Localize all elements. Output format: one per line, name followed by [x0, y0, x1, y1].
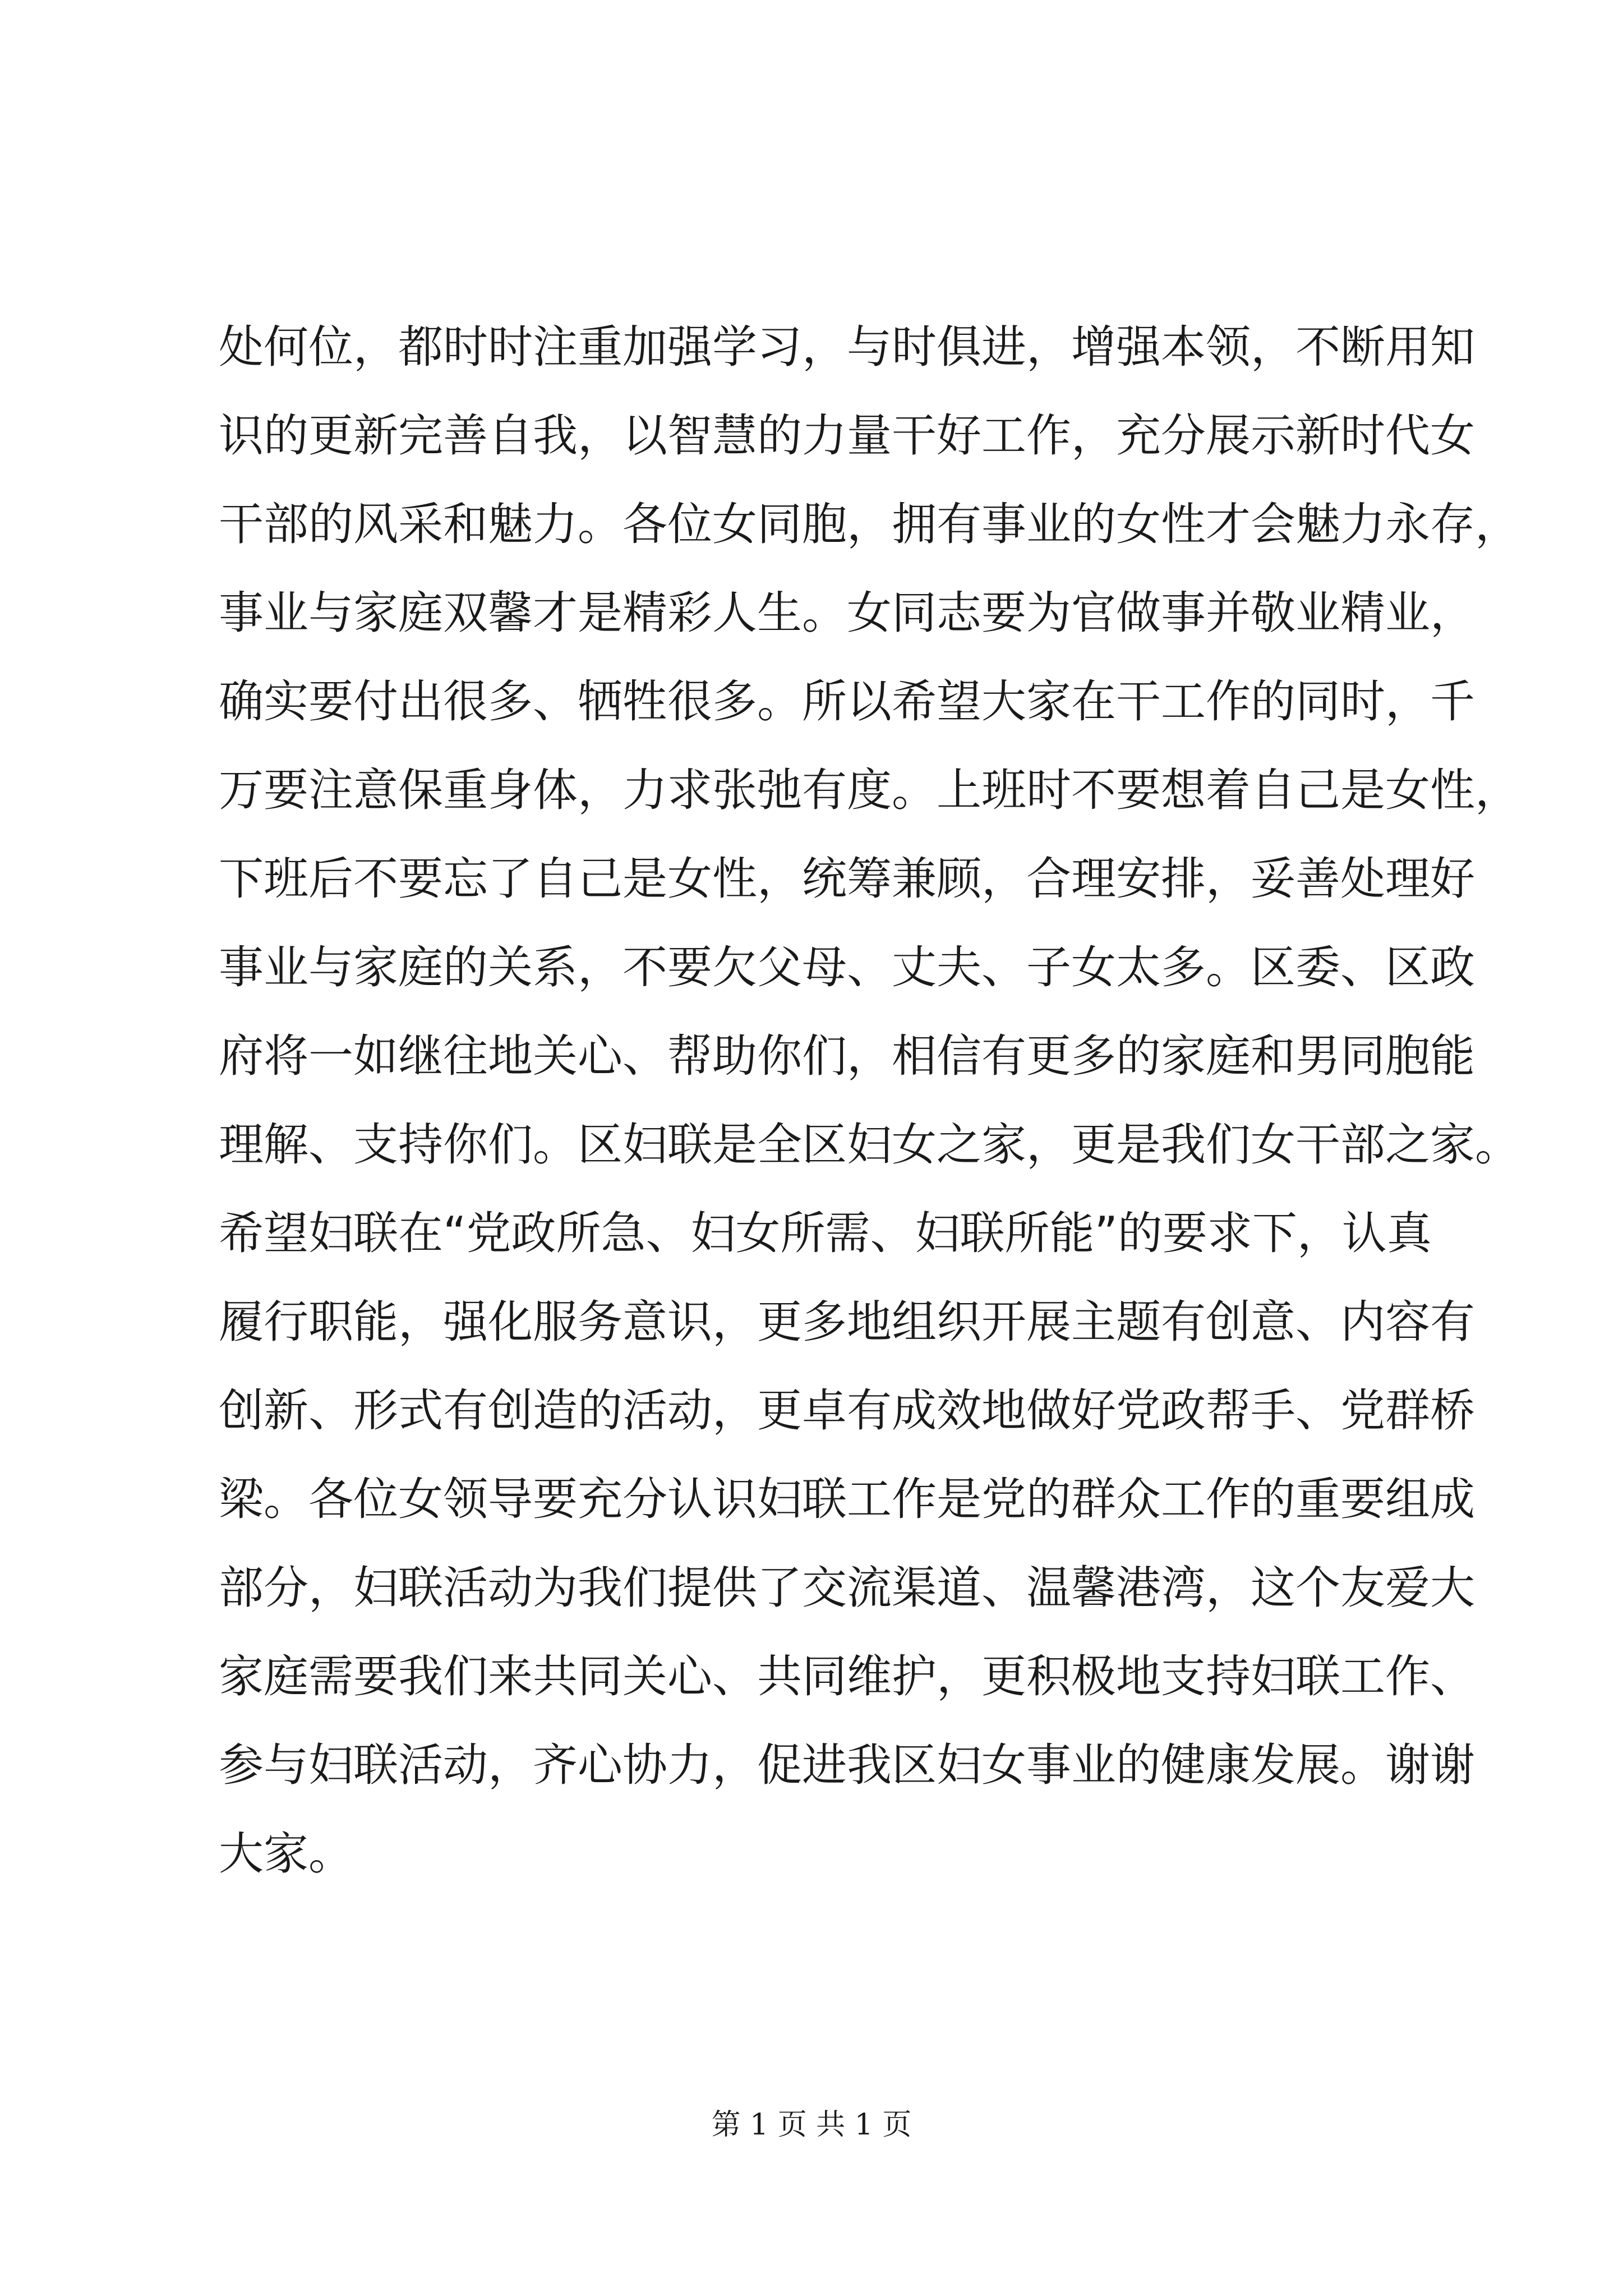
text-line-7: 下班后不要忘了自己是女性，统筹兼顾，合理安排，妥善处理好 [219, 853, 1475, 905]
text-line-9: 府将一如继往地关心、帮助你们，相信有更多的家庭和男同胞能 [219, 1030, 1475, 1082]
text-line-5: 确实要付出很多、牺牲很多。所以希望大家在干工作的同时，千 [219, 675, 1475, 728]
text-line-18: 大家。 [219, 1828, 353, 1880]
text-line-10: 理解、支持你们。区妇联是全区妇女之家，更是我们女干部之家。 [219, 1119, 1520, 1171]
text-line-16: 家庭需要我们来共同关心、共同维护，更积极地支持妇联工作、 [219, 1650, 1475, 1703]
text-line-12: 履行职能，强化服务意识，更多地组织开展主题有创意、内容有 [219, 1296, 1475, 1348]
text-line-8: 事业与家庭的关系，不要欠父母、丈夫、子女太多。区委、区政 [219, 941, 1475, 993]
text-line-14: 梁。各位女领导要充分认识妇联工作是党的群众工作的重要组成 [219, 1473, 1475, 1525]
text-line-4: 事业与家庭双馨才是精彩人生。女同志要为官做事并敬业精业， [219, 587, 1475, 639]
text-line-2: 识的更新完善自我，以智慧的力量干好工作，充分展示新时代女 [219, 409, 1475, 462]
text-line-15: 部分，妇联活动为我们提供了交流渠道、温馨港湾，这个友爱大 [219, 1562, 1475, 1614]
page-footer [0, 2101, 1623, 2143]
text-line-3: 干部的风采和魅力。各位女同胞，拥有事业的女性才会魅力永存， [219, 498, 1520, 550]
page-number-label: 第 1 页 共 1 页 [711, 2108, 912, 2142]
text-line-1: 处何位，都时时注重加强学习，与时俱进，增强本领，不断用知 [219, 321, 1475, 373]
text-line-11: 希望妇联在“党政所急、妇女所需、妇联所能”的要求下，认真 [219, 1207, 1432, 1259]
text-line-6: 万要注意保重身体，力求张弛有度。上班时不要想着自己是女性， [219, 764, 1520, 816]
text-line-13: 创新、形式有创造的活动，更卓有成效地做好党政帮手、党群桥 [219, 1384, 1475, 1437]
body-text [219, 303, 1520, 1898]
text-line-17: 参与妇联活动，齐心协力，促进我区妇女事业的健康发展。谢谢 [219, 1739, 1475, 1791]
